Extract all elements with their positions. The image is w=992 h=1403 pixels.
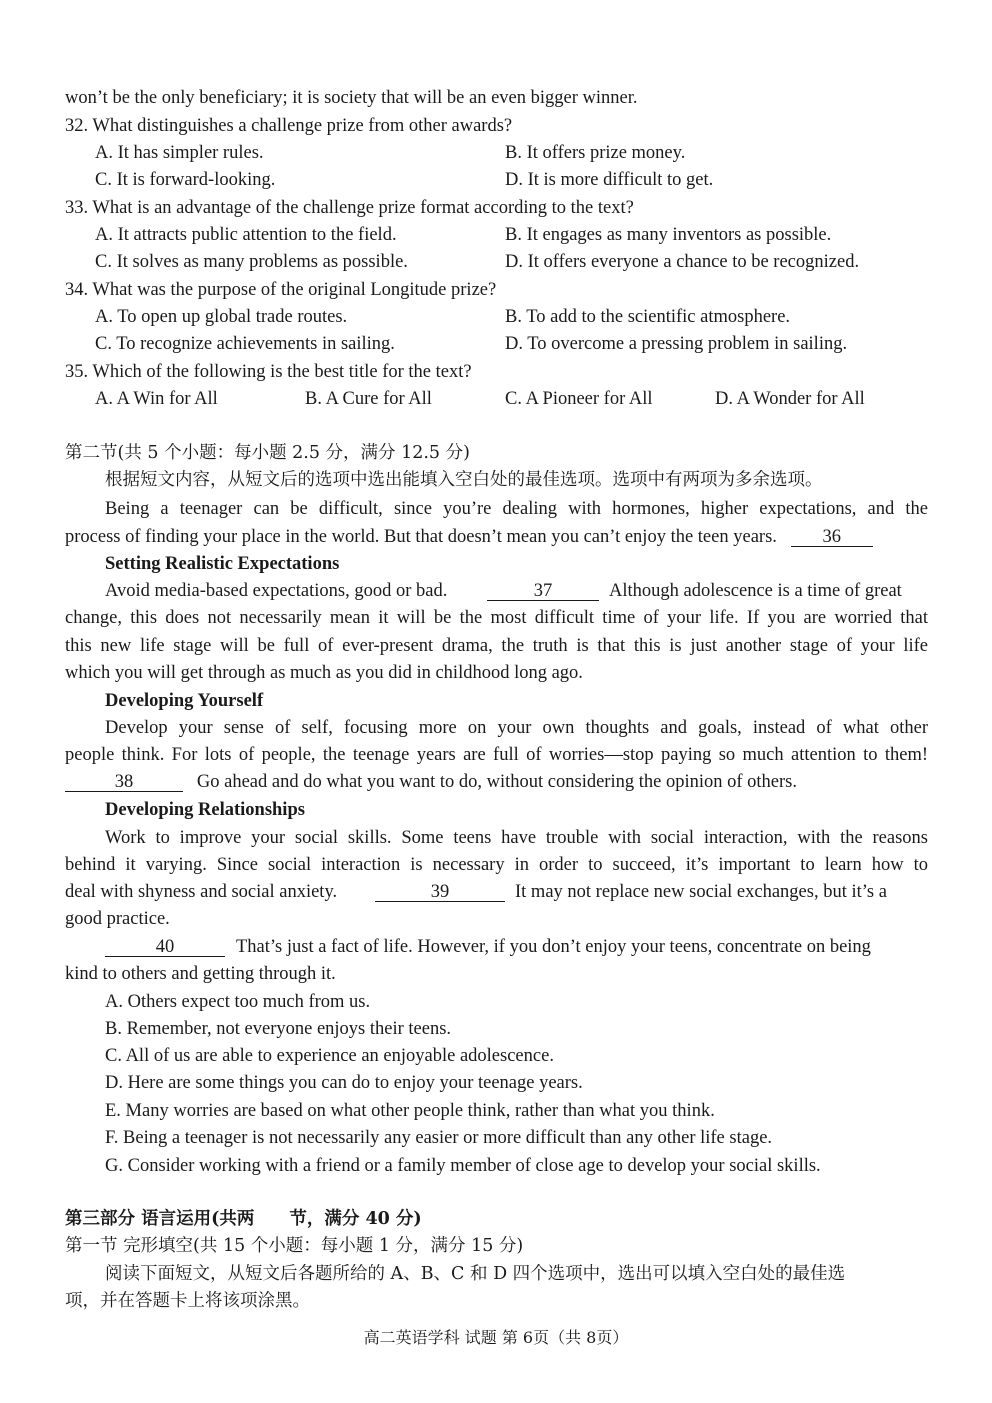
paragraph-2-line-3: this new life stage will be full of ever-present drama, the truth is that this is just another stage of your life [65,636,928,656]
question-32-option-b: B. It offers prize money. [505,143,686,163]
paragraph-5-line-2: kind to others and getting through it. [65,964,336,984]
paragraph-4-line-4: good practice. [65,909,170,929]
heading-developing-yourself: Developing Yourself [105,691,264,711]
question-34-option-c: C. To recognize achievements in sailing. [95,334,395,354]
blank-40[interactable]: 40 [105,938,225,957]
paragraph-1-line-2: process of finding your place in the world. But that doesn’t mean you can’t enjoy the teen years. 36 [65,526,873,548]
part-3-instruction-line-1: 阅读下面短文，从短文后各题所给的 A、B、C 和 D 四个选项中，选出可以填入空白处的最佳选 [105,1264,846,1284]
part-3-header: 第三部分 语言运用(共两 节，满分 40 分) [65,1209,422,1229]
seven-choose-five-option-c: C. All of us are able to experience an enjoyable adolescence. [105,1046,554,1066]
section-2-header: 第二节(共 5 个小题：每小题 2.5 分，满分 12.5 分) [65,443,470,463]
question-32-option-a: A. It has simpler rules. [95,143,264,163]
question-35-option-a: A. A Win for All [95,389,218,409]
question-35-stem: 35. Which of the following is the best title for the text? [65,362,472,382]
paragraph-3-line-2: people think. For lots of people, the teenage years are full of worries—stop paying so much attention to them! [65,745,928,765]
paragraph-2-line-4: which you will get through as much as you did in childhood long ago. [65,663,583,683]
paragraph-2-line-2: change, this does not necessarily mean it will be the most difficult time of your life. If you are worried that [65,608,928,628]
paragraph-2-line-1a: Avoid media-based expectations, good or bad. [105,581,448,601]
paragraph-3-line-3: 38 Go ahead and do what you want to do, without considering the opinion of others. [65,771,797,793]
question-32-option-c: C. It is forward-looking. [95,170,276,190]
heading-setting-realistic-expectations: Setting Realistic Expectations [105,554,340,574]
paragraph-1-line-1: Being a teenager can be difficult, since you’re dealing with hormones, higher expectations, and the [105,499,928,519]
question-35-option-b: B. A Cure for All [305,389,432,409]
paragraph-2-line-1b: Although adolescence is a time of great [609,581,902,601]
blank-38[interactable]: 38 [65,773,183,792]
page-footer: 高二英语学科 试题 第 6页（共 8页） [363,1328,629,1347]
paragraph-4-line-3b: It may not replace new social exchanges, but it’s a [515,882,887,902]
question-33-option-d: D. It offers everyone a chance to be recognized. [505,252,860,272]
question-32-stem: 32. What distinguishes a challenge prize from other awards? [65,116,513,136]
passage-last-line: won’t be the only beneficiary; it is society that will be an even bigger winner. [65,88,638,108]
paragraph-5-line-1-blank [105,936,225,958]
question-34-stem: 34. What was the purpose of the original Longitude prize? [65,280,497,300]
question-33-option-c: C. It solves as many problems as possible. [95,252,408,272]
question-34-option-a: A. To open up global trade routes. [95,307,348,327]
question-35-option-d: D. A Wonder for All [715,389,865,409]
blank-37[interactable]: 37 [487,582,599,601]
paragraph-4-line-2: behind it varying. Since social interaction is necessary in order to succeed, it’s important to learn how to [65,855,928,875]
paragraph-3-line-1: Develop your sense of self, focusing more on your own thoughts and goals, instead of what other [105,718,928,738]
part-3-instruction-line-2: 项，并在答题卡上将该项涂黑。 [65,1291,310,1311]
paragraph-4-line-3-blank [375,881,505,903]
seven-choose-five-option-a: A. Others expect too much from us. [105,992,371,1012]
question-34-option-d: D. To overcome a pressing problem in sailing. [505,334,848,354]
blank-36[interactable]: 36 [791,528,873,547]
section-2-instruction: 根据短文内容，从短文后的选项中选出能填入空白处的最佳选项。选项中有两项为多余选项。 [105,470,823,490]
paragraph-5-line-1: That’s just a fact of life. However, if you don’t enjoy your teens, concentrate on being [236,937,871,957]
question-33-option-b: B. It engages as many inventors as possible. [505,225,832,245]
paragraph-4-line-3a: deal with shyness and social anxiety. [65,882,338,902]
question-32-option-d: D. It is more difficult to get. [505,170,714,190]
question-35-option-c: C. A Pioneer for All [505,389,653,409]
seven-choose-five-option-b: B. Remember, not everyone enjoys their teens. [105,1019,452,1039]
question-34-option-b: B. To add to the scientific atmosphere. [505,307,791,327]
part-3-section-1-header: 第一节 完形填空(共 15 个小题：每小题 1 分，满分 15 分) [65,1236,524,1256]
question-33-stem: 33. What is an advantage of the challenge prize format according to the text? [65,198,634,218]
paragraph-4-line-1: Work to improve your social skills. Some teens have trouble with social interaction, with the reasons [105,828,928,848]
heading-developing-relationships: Developing Relationships [105,800,305,820]
seven-choose-five-option-f: F. Being a teenager is not necessarily any easier or more difficult than any other life stage. [105,1128,773,1148]
seven-choose-five-option-g: G. Consider working with a friend or a family member of close age to develop your social skills. [105,1156,821,1176]
seven-choose-five-option-e: E. Many worries are based on what other people think, rather than what you think. [105,1101,715,1121]
question-33-option-a: A. It attracts public attention to the field. [95,225,397,245]
blank-39[interactable]: 39 [375,883,505,902]
paragraph-2-line-1-blank [487,580,599,602]
seven-choose-five-option-d: D. Here are some things you can do to enjoy your teenage years. [105,1073,583,1093]
